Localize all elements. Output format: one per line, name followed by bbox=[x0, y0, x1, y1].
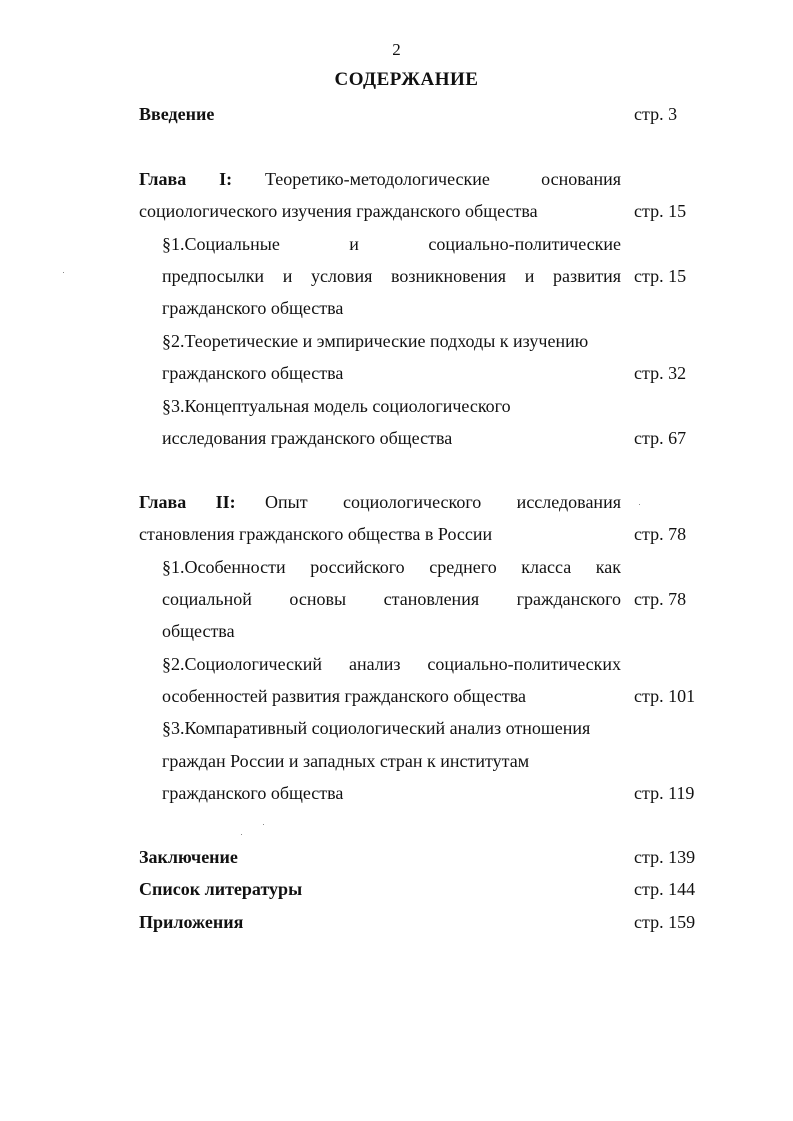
chapter2-number: II: bbox=[215, 492, 236, 512]
scan-speck bbox=[263, 824, 264, 825]
chapter1-number: I: bbox=[219, 169, 233, 189]
ch2-sec3-line2: граждан России и западных стран к институтам bbox=[162, 751, 530, 771]
ch1-sec3-page: стр. 67 bbox=[634, 428, 687, 448]
ch2-sec2-line1: §2.Социологический анализ социально-политических bbox=[162, 654, 621, 674]
toc-entry-intro-page: стр. 3 bbox=[634, 104, 678, 124]
ch1-sec1-line2: предпосылки и условия возникновения и развития bbox=[162, 266, 621, 286]
chapter1-title-rest: Теоретико-методологические основания bbox=[265, 169, 621, 189]
ch1-sec3-line1: §3.Концептуальная модель социологического bbox=[162, 396, 511, 416]
chapter2-title-line1 bbox=[139, 491, 621, 513]
toc-entry-conclusion-label: Заключение bbox=[139, 847, 238, 867]
toc-entry-appendices-label: Приложения bbox=[139, 912, 244, 932]
chapter2-page: стр. 78 bbox=[634, 524, 687, 544]
ch2-sec1-line3: общества bbox=[162, 621, 235, 641]
ch2-sec2-line2: особенностей развития гражданского общества bbox=[162, 686, 526, 706]
scan-speck bbox=[241, 834, 242, 835]
toc-entry-intro-label: Введение bbox=[139, 104, 215, 124]
toc-entry-bibliography-page: стр. 144 bbox=[634, 879, 696, 899]
chapter2-title-rest: Опыт социологического исследования bbox=[264, 492, 621, 512]
ch1-sec1-page: стр. 15 bbox=[634, 266, 687, 286]
ch1-sec1-line3: гражданского общества bbox=[162, 298, 344, 318]
toc-entry-conclusion-page: стр. 139 bbox=[634, 847, 696, 867]
ch2-sec3-line3: гражданского общества bbox=[162, 783, 344, 803]
toc-entry-appendices-page: стр. 159 bbox=[634, 912, 696, 932]
ch1-sec3-line2: исследования гражданского общества bbox=[162, 428, 453, 448]
scan-speck bbox=[639, 504, 640, 505]
ch1-sec2-line2: гражданского общества bbox=[162, 363, 344, 383]
page-title: СОДЕРЖАНИЕ bbox=[334, 69, 479, 90]
toc-entry-bibliography-label: Список литературы bbox=[139, 879, 303, 899]
ch1-sec2-page: стр. 32 bbox=[634, 363, 687, 383]
ch2-sec3-line1: §3.Компаративный социологический анализ отношения bbox=[162, 718, 591, 738]
ch2-sec1-page: стр. 78 bbox=[634, 589, 687, 609]
chapter2-prefix: Глава bbox=[139, 492, 187, 512]
page-number: 2 bbox=[392, 40, 401, 59]
chapter1-title-line2: социологического изучения гражданского общества bbox=[139, 201, 538, 221]
ch2-sec1-line2: социальной основы становления гражданского bbox=[162, 589, 621, 609]
chapter2-title-line2: становления гражданского общества в России bbox=[139, 524, 493, 544]
ch2-sec3-page: стр. 119 bbox=[634, 783, 695, 803]
ch1-sec2-line1: §2.Теоретические и эмпирические подходы к изучению bbox=[162, 331, 589, 351]
ch2-sec2-page: стр. 101 bbox=[634, 686, 696, 706]
ch1-sec1-line1: §1.Социальные и социально-политические bbox=[162, 234, 621, 254]
chapter1-title-line1 bbox=[139, 168, 621, 190]
chapter1-page: стр. 15 bbox=[634, 201, 687, 221]
scan-speck bbox=[63, 272, 64, 273]
ch2-sec1-line1: §1.Особенности российского среднего класса как bbox=[162, 557, 621, 577]
chapter1-prefix: Глава bbox=[139, 169, 187, 189]
